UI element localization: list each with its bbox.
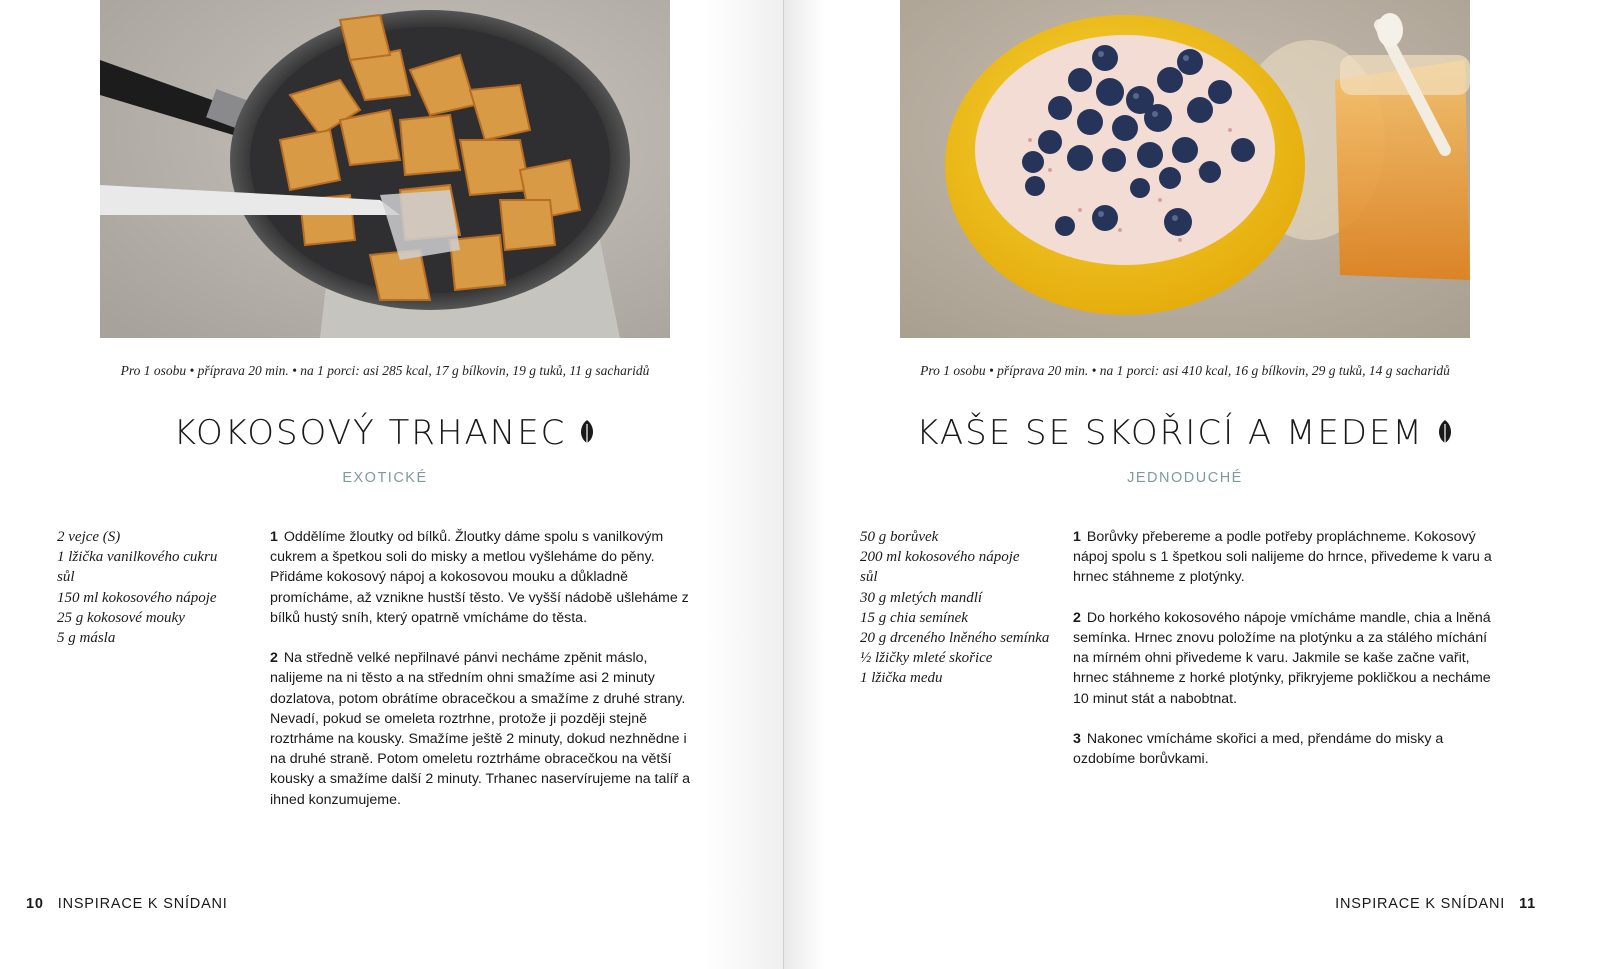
page-number: 11 xyxy=(1519,896,1536,912)
step-number: 1 xyxy=(1073,529,1081,545)
ingredients-list xyxy=(860,527,1060,689)
leaf-icon xyxy=(578,416,596,456)
step-text: Na středně velké nepřilnavé pánvi necháme zpěnit máslo, nalijeme na ni těsto a na středním ohni smažíme asi 2 minuty dozlatova, potom obrátíme obracečkou a smažíme z druhé strany. Nevadí, pokud se omeleta roztrhne, protože ji později stejně roztrháme na kousky. Smažíme ještě 2 minuty, dokud nezhnědne i na druhé straně. Potom omeletu roztrháme obracečkou na větší kousky a smažíme další 2 minuty. Trhanec naservírujeme na talíř a ihned konzumujeme. xyxy=(270,650,691,808)
recipe-title xyxy=(100,413,670,456)
ingredients-list xyxy=(57,527,247,648)
step-number: 2 xyxy=(1073,609,1081,626)
recipe-category: EXOTICKÉ xyxy=(342,470,428,486)
instructions xyxy=(270,527,700,830)
step-text: Nakonec vmícháme skořici a med, přendáme do misky a ozdobíme borůvkami. xyxy=(1073,731,1444,768)
ingredient-item: 1 lžička medu xyxy=(860,670,943,687)
instruction-step xyxy=(1073,729,1503,769)
right-page xyxy=(784,0,1600,969)
instruction-step xyxy=(1073,527,1503,588)
ingredient-item: 200 ml kokosového nápoje xyxy=(860,549,1020,566)
instructions xyxy=(1073,527,1503,790)
step-text: Do horkého kokosového nápoje vmícháme mandle, chia a lněná semínka. Hrnec znovu položíme na plotýnku a za stálého míchání na mírném ohni přivedeme k varu. Jakmile se kaše začne vařit, hrnec stáhneme z horké plotýnky, přikryjeme pokličkou a necháme 10 minut stát a nabobtnat. xyxy=(1073,609,1491,707)
step-number: 3 xyxy=(1073,731,1081,747)
step-text: Borůvky přebereme a podle potřeby propláchneme. Kokosový nápoj spolu s 1 špetkou soli nalijeme do hrnce, přivedeme k varu a hrnec stáhneme z plotýnky. xyxy=(1073,529,1492,586)
ingredient-item: 2 vejce (S) xyxy=(57,529,121,545)
ingredient-item: 1 lžička vanilkového cukru xyxy=(57,549,218,566)
section-name: INSPIRACE K SNÍDANI xyxy=(57,896,228,912)
recipe-meta: Pro 1 osobu • příprava 20 min. • na 1 porci: asi 410 kcal, 16 g bílkovin, 29 g tuků, 14 g sacharidů xyxy=(920,363,1450,378)
instruction-step xyxy=(270,527,700,628)
ingredient-item: sůl xyxy=(860,569,878,586)
ingredient-item: 5 g másla xyxy=(57,630,116,647)
ingredient-item: ½ lžičky mleté skořice xyxy=(860,650,993,667)
instruction-step xyxy=(1073,608,1503,709)
recipe-meta: Pro 1 osobu • příprava 20 min. • na 1 porci: asi 285 kcal, 17 g bílkovin, 19 g tuků, 11 g sacharidů xyxy=(120,363,650,378)
page-footer xyxy=(26,896,228,912)
ingredient-item: 20 g drceného lněného semínka xyxy=(860,630,1050,647)
ingredient-item: 15 g chia semínek xyxy=(860,609,968,626)
recipe-title xyxy=(900,413,1470,456)
recipe-category: JEDNODUCHÉ xyxy=(1127,470,1243,486)
instruction-step xyxy=(270,648,700,810)
page-number: 10 xyxy=(26,896,44,912)
pancake-pan-photo xyxy=(100,0,670,338)
left-page xyxy=(0,0,783,969)
step-number: 1 xyxy=(270,529,278,545)
recipe-title-text: KOKOSOVÝ TRHANEC xyxy=(173,413,567,453)
ingredient-item: 25 g kokosové mouky xyxy=(57,609,185,626)
section-name: INSPIRACE K SNÍDANI xyxy=(1335,896,1506,912)
leaf-icon xyxy=(1436,416,1454,456)
step-number: 2 xyxy=(270,650,278,667)
ingredient-item: 150 ml kokosového nápoje xyxy=(57,589,217,606)
ingredient-item: 30 g mletých mandlí xyxy=(860,589,983,606)
ingredient-item: 50 g borůvek xyxy=(860,529,939,545)
recipe-title-text: KAŠE SE SKOŘICÍ A MEDEM xyxy=(916,413,1424,453)
page-footer xyxy=(1335,896,1536,912)
step-text: Oddělíme žloutky od bílků. Žloutky dáme spolu s vanilkovým cukrem a špetkou soli do misky a metlou vyšleháme do pěny. Přidáme kokosový nápoj a kokosovou mouku a důkladně promícháme, až vznikne hustší těsto. Ve vyšší nádobě ušleháme z bílků hustý sníh, který opatrně vmícháme do těsta. xyxy=(270,529,689,626)
porridge-bowl-photo xyxy=(900,0,1470,338)
ingredient-item: sůl xyxy=(57,569,75,586)
